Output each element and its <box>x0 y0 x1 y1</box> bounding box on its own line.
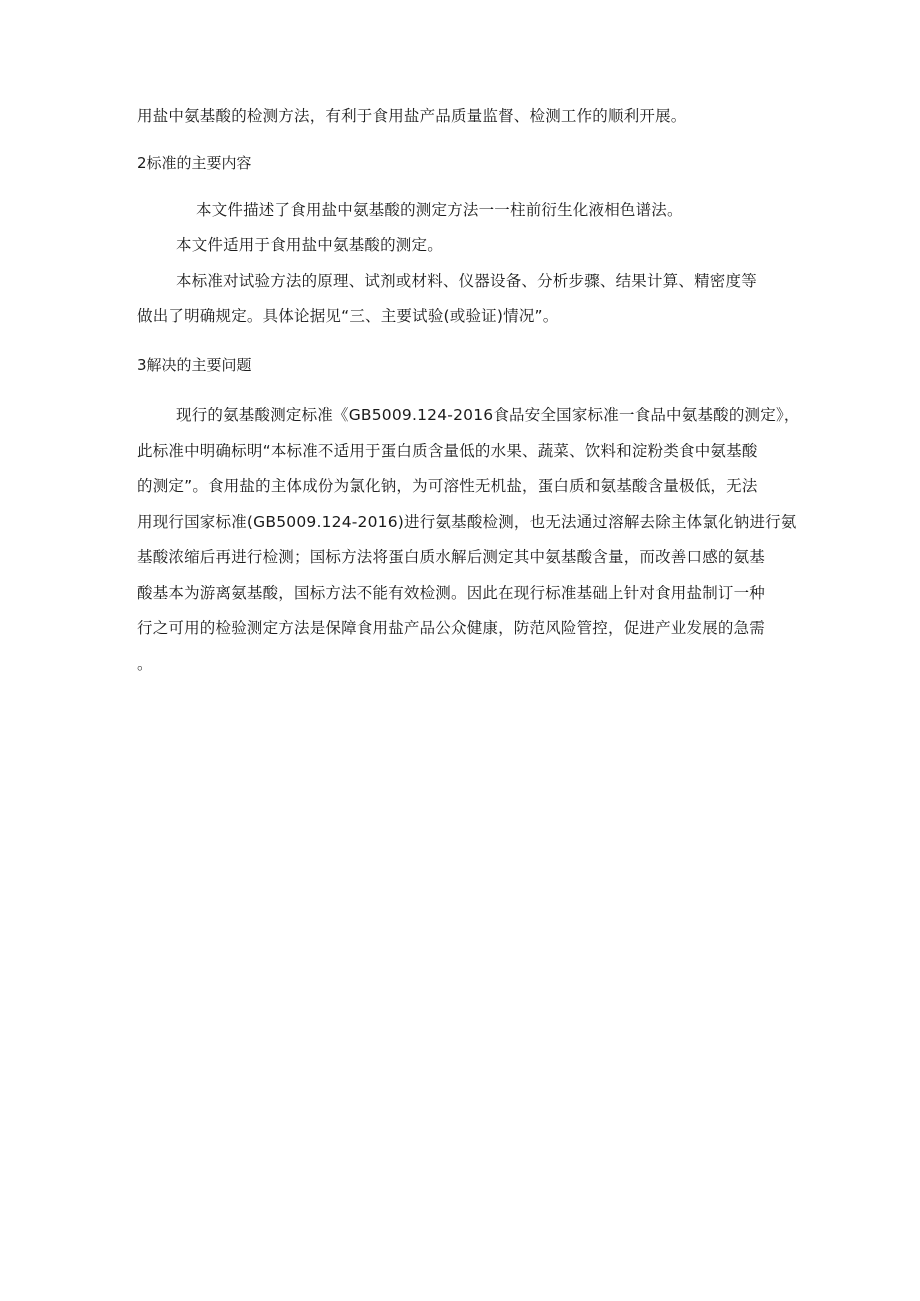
section-2-heading: 2标准的主要内容 <box>137 154 252 172</box>
intro-line: 用盐中氨基酸的检测方法，有利于食用盐产品质量监督、检测工作的顺利开展。 <box>137 107 687 125</box>
section-3-line: 。 <box>137 655 153 673</box>
section-2-paragraph: 本文件描述了食用盐中氨基酸的测定方法一一柱前衍生化液相色谱法。 <box>196 201 683 219</box>
section-3-line: 基酸浓缩后再进行检测；国标方法将蛋白质水解后测定其中氨基酸含量，而改善口感的氨基 <box>137 548 766 566</box>
section-2-paragraph: 本文件适用于食用盐中氨基酸的测定。 <box>176 236 443 254</box>
section-3-line: 行之可用的检验测定方法是保障食用盐产品公众健康，防范风险管控，促进产业发展的急需 <box>137 619 766 637</box>
section-3-line: 此标准中明确标明“本标准不适用于蛋白质含量低的水果、蔬菜、饮料和淀粉类食中氨基酸 <box>137 442 758 460</box>
section-3-line: 的测定”。食用盐的主体成份为氯化钠，为可溶性无机盐，蛋白质和氨基酸含量极低，无法 <box>137 477 758 495</box>
section-3-line: 酸基本为游离氨基酸，国标方法不能有效检测。因此在现行标准基础上针对食用盐制订一种 <box>137 584 766 602</box>
section-2-paragraph: 做出了明确规定。具体论据见“三、主要试验(或验证)情况”。 <box>137 307 559 325</box>
section-3-line: 用现行国家标准(GB5009.124-2016)进行氨基酸检测，也无法通过溶解去除主体氯化钠进行氨 <box>137 513 797 531</box>
section-3-heading: 3解决的主要问题 <box>137 356 252 374</box>
section-2-paragraph: 本标准对试验方法的原理、试剂或材料、仪器设备、分析步骤、结果计算、精密度等 <box>176 272 757 290</box>
section-3-line: 现行的氨基酸测定标准《GB5009.124-2016食品安全国家标准一食品中氨基酸的测定》， <box>176 406 800 424</box>
